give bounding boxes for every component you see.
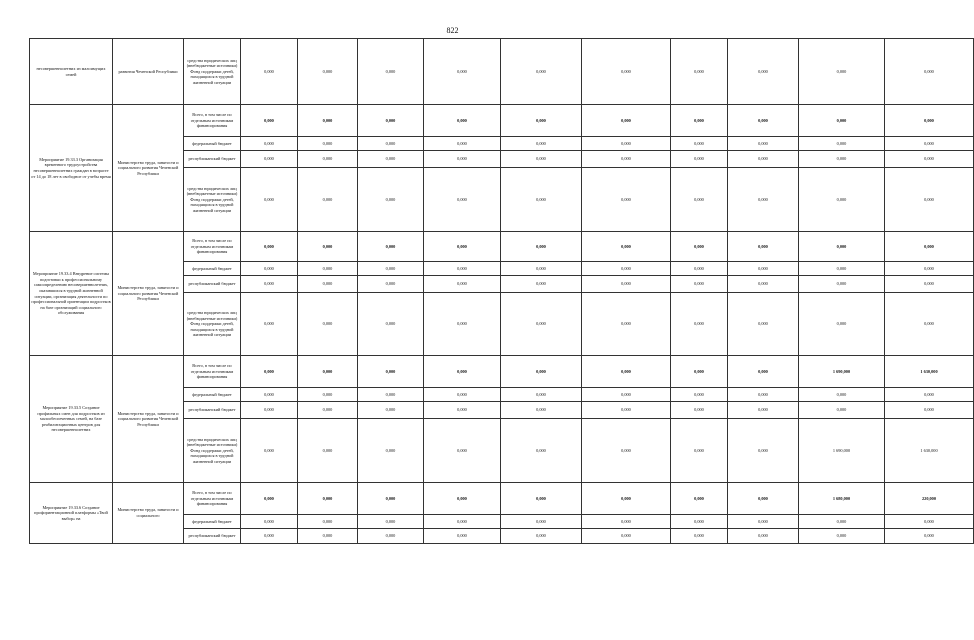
value-cell: 0,000 — [501, 168, 582, 232]
value-cell: 0,000 — [582, 39, 671, 105]
value-cell: 0,000 — [501, 293, 582, 356]
value-cell: 0,000 — [424, 262, 501, 276]
value-cell: 0,000 — [671, 105, 728, 137]
value-cell: 0,000 — [501, 151, 582, 168]
value-cell: 0,000 — [671, 168, 728, 232]
measure-cell: Мероприятие 19.33.5 Создание профильных смен для подростков из малообеспеченных семей, на базе реабилитационных центров для несовершеннолетних — [30, 356, 113, 483]
funding-source-cell: федеральный бюджет — [184, 515, 241, 529]
value-cell: 0,000 — [298, 388, 358, 402]
value-cell: 0,000 — [424, 39, 501, 105]
budget-table — [29, 38, 974, 544]
value-cell: 0,000 — [358, 39, 424, 105]
value-cell: 0,000 — [358, 168, 424, 232]
value-cell: 0,000 — [799, 151, 885, 168]
value-cell: 0,000 — [501, 483, 582, 515]
value-cell: 0,000 — [799, 39, 885, 105]
value-cell: 0,000 — [582, 293, 671, 356]
value-cell: 0,000 — [671, 262, 728, 276]
executor-cell: Министерство труда, занятости и социального развития Чеченской Республики — [113, 105, 184, 232]
value-cell: 0,000 — [728, 356, 799, 388]
executor-cell: Министерство труда, занятости и социального развития Чеченской Республики — [113, 356, 184, 483]
value-cell: 0,000 — [424, 105, 501, 137]
value-cell: 0,000 — [298, 232, 358, 262]
value-cell: 0,000 — [728, 39, 799, 105]
funding-source-cell: федеральный бюджет — [184, 388, 241, 402]
value-cell: 1 690,000 — [799, 356, 885, 388]
value-cell: 1 630,000 — [885, 419, 974, 483]
value-cell: 0,000 — [799, 262, 885, 276]
value-cell: 0,000 — [799, 515, 885, 529]
value-cell: 0,000 — [728, 419, 799, 483]
value-cell: 0,000 — [241, 262, 298, 276]
value-cell: 0,000 — [728, 232, 799, 262]
value-cell: 0,000 — [424, 419, 501, 483]
value-cell: 0,000 — [424, 483, 501, 515]
value-cell: 0,000 — [799, 168, 885, 232]
value-cell: 0,000 — [671, 232, 728, 262]
value-cell: 0,000 — [241, 356, 298, 388]
value-cell: 0,000 — [298, 293, 358, 356]
value-cell: 0,000 — [241, 232, 298, 262]
value-cell: 1 680,000 — [799, 483, 885, 515]
value-cell: 0,000 — [799, 137, 885, 151]
value-cell: 0,000 — [728, 388, 799, 402]
value-cell: 1 690,000 — [799, 419, 885, 483]
funding-source-cell: федеральный бюджет — [184, 137, 241, 151]
value-cell: 0,000 — [501, 105, 582, 137]
value-cell: 0,000 — [671, 137, 728, 151]
value-cell: 0,000 — [728, 515, 799, 529]
value-cell: 0,000 — [298, 168, 358, 232]
value-cell: 0,000 — [424, 388, 501, 402]
value-cell: 0,000 — [885, 515, 974, 529]
value-cell: 0,000 — [885, 151, 974, 168]
value-cell: 0,000 — [298, 356, 358, 388]
value-cell: 0,000 — [799, 529, 885, 544]
value-cell: 0,000 — [241, 529, 298, 544]
value-cell: 0,000 — [501, 39, 582, 105]
value-cell: 0,000 — [582, 402, 671, 419]
value-cell: 0,000 — [298, 529, 358, 544]
value-cell: 0,000 — [582, 151, 671, 168]
funding-source-cell: республиканский бюджет — [184, 402, 241, 419]
value-cell: 0,000 — [799, 293, 885, 356]
table-body — [30, 39, 974, 544]
value-cell: 0,000 — [671, 402, 728, 419]
value-cell: 0,000 — [298, 483, 358, 515]
table-row — [30, 39, 974, 105]
value-cell: 0,000 — [671, 388, 728, 402]
value-cell: 0,000 — [671, 276, 728, 293]
value-cell: 0,000 — [241, 515, 298, 529]
value-cell: 0,000 — [424, 529, 501, 544]
value-cell: 0,000 — [885, 529, 974, 544]
value-cell: 0,000 — [501, 356, 582, 388]
value-cell: 0,000 — [501, 419, 582, 483]
value-cell: 0,000 — [298, 402, 358, 419]
value-cell: 0,000 — [671, 483, 728, 515]
value-cell: 0,000 — [582, 105, 671, 137]
value-cell: 0,000 — [358, 515, 424, 529]
measure-cell: несовершеннолетних из малоимущих семей — [30, 39, 113, 105]
funding-source-cell: Всего, в том числе по отдельным источникам финансирования — [184, 483, 241, 515]
funding-source-cell: средства юридических лиц (внебюджетные источники) Фонд поддержки детей, находящихся в трудной жизненной ситуации — [184, 168, 241, 232]
value-cell: 0,000 — [424, 402, 501, 419]
value-cell: 0,000 — [298, 151, 358, 168]
value-cell: 0,000 — [241, 419, 298, 483]
table-row — [30, 105, 974, 137]
table-row — [30, 483, 974, 515]
value-cell: 0,000 — [728, 137, 799, 151]
value-cell: 0,000 — [358, 388, 424, 402]
value-cell: 0,000 — [501, 515, 582, 529]
value-cell: 0,000 — [358, 151, 424, 168]
value-cell: 0,000 — [885, 276, 974, 293]
value-cell: 0,000 — [885, 137, 974, 151]
measure-cell: Мероприятие 19.33.3 Организация временного трудоустройства несовершеннолетних граждан в возрасте от 14 до 18 лет в свободное от учебы время — [30, 105, 113, 232]
value-cell: 0,000 — [501, 262, 582, 276]
value-cell: 0,000 — [671, 293, 728, 356]
value-cell: 0,000 — [241, 151, 298, 168]
value-cell: 0,000 — [671, 356, 728, 388]
funding-source-cell: Всего, в том числе по отдельным источникам финансирования — [184, 105, 241, 137]
value-cell: 0,000 — [582, 483, 671, 515]
executor-cell: Министерство труда, занятости и социального развития Чеченской Республики — [113, 232, 184, 356]
value-cell: 0,000 — [582, 168, 671, 232]
funding-source-cell: республиканский бюджет — [184, 276, 241, 293]
value-cell: 0,000 — [241, 388, 298, 402]
value-cell: 220,000 — [885, 483, 974, 515]
value-cell: 0,000 — [358, 293, 424, 356]
value-cell: 0,000 — [728, 262, 799, 276]
value-cell: 0,000 — [728, 168, 799, 232]
value-cell: 0,000 — [298, 105, 358, 137]
value-cell: 0,000 — [241, 293, 298, 356]
value-cell: 0,000 — [885, 388, 974, 402]
value-cell: 0,000 — [582, 388, 671, 402]
value-cell: 0,000 — [241, 137, 298, 151]
value-cell: 0,000 — [728, 402, 799, 419]
value-cell: 0,000 — [424, 137, 501, 151]
value-cell: 0,000 — [501, 388, 582, 402]
value-cell: 0,000 — [424, 356, 501, 388]
value-cell: 0,000 — [671, 39, 728, 105]
value-cell: 0,000 — [501, 529, 582, 544]
value-cell: 0,000 — [728, 105, 799, 137]
value-cell: 0,000 — [501, 232, 582, 262]
value-cell: 0,000 — [501, 402, 582, 419]
value-cell: 0,000 — [358, 356, 424, 388]
value-cell: 0,000 — [671, 529, 728, 544]
value-cell: 0,000 — [582, 529, 671, 544]
table-row — [30, 232, 974, 262]
value-cell: 0,000 — [501, 137, 582, 151]
value-cell: 0,000 — [799, 276, 885, 293]
value-cell: 0,000 — [728, 276, 799, 293]
value-cell: 0,000 — [298, 137, 358, 151]
value-cell: 0,000 — [728, 151, 799, 168]
value-cell: 0,000 — [358, 137, 424, 151]
value-cell: 1 630,000 — [885, 356, 974, 388]
value-cell: 0,000 — [358, 276, 424, 293]
value-cell: 0,000 — [358, 402, 424, 419]
value-cell: 0,000 — [582, 356, 671, 388]
value-cell: 0,000 — [241, 168, 298, 232]
value-cell: 0,000 — [885, 293, 974, 356]
value-cell: 0,000 — [799, 105, 885, 137]
value-cell: 0,000 — [728, 529, 799, 544]
value-cell: 0,000 — [424, 151, 501, 168]
value-cell: 0,000 — [424, 293, 501, 356]
funding-source-cell: республиканский бюджет — [184, 151, 241, 168]
value-cell: 0,000 — [501, 276, 582, 293]
funding-source-cell: Всего, в том числе по отдельным источникам финансирования — [184, 232, 241, 262]
page-number: 822 — [446, 26, 459, 35]
value-cell: 0,000 — [298, 515, 358, 529]
table-row — [30, 356, 974, 388]
value-cell: 0,000 — [424, 276, 501, 293]
value-cell: 0,000 — [885, 105, 974, 137]
executor-cell: Министерство труда, занятости и социального — [113, 483, 184, 544]
value-cell: 0,000 — [728, 483, 799, 515]
value-cell: 0,000 — [799, 232, 885, 262]
value-cell: 0,000 — [298, 262, 358, 276]
executor-cell: развития Чеченской Республики — [113, 39, 184, 105]
value-cell: 0,000 — [358, 232, 424, 262]
value-cell: 0,000 — [298, 419, 358, 483]
value-cell: 0,000 — [424, 168, 501, 232]
funding-source-cell: средства юридических лиц (внебюджетные источники) Фонд поддержки детей, находящихся в трудной жизненной ситуации — [184, 293, 241, 356]
value-cell: 0,000 — [241, 276, 298, 293]
value-cell: 0,000 — [885, 232, 974, 262]
funding-source-cell: федеральный бюджет — [184, 262, 241, 276]
funding-source-cell: средства юридических лиц (внебюджетные источники) Фонд поддержки детей, находящихся в трудной жизненной ситуации — [184, 39, 241, 105]
value-cell: 0,000 — [358, 483, 424, 515]
value-cell: 0,000 — [582, 262, 671, 276]
funding-source-cell: средства юридических лиц (внебюджетные источники) Фонд поддержки детей, находящихся в трудной жизненной ситуации — [184, 419, 241, 483]
value-cell: 0,000 — [241, 105, 298, 137]
value-cell: 0,000 — [582, 515, 671, 529]
value-cell: 0,000 — [358, 419, 424, 483]
value-cell: 0,000 — [885, 168, 974, 232]
value-cell: 0,000 — [885, 39, 974, 105]
measure-cell: Мероприятие 19.33.6 Создание профориентационной платформы «Твой выбор» на — [30, 483, 113, 544]
value-cell: 0,000 — [582, 137, 671, 151]
value-cell: 0,000 — [799, 388, 885, 402]
value-cell: 0,000 — [358, 529, 424, 544]
value-cell: 0,000 — [241, 39, 298, 105]
value-cell: 0,000 — [298, 39, 358, 105]
value-cell: 0,000 — [241, 483, 298, 515]
value-cell: 0,000 — [885, 262, 974, 276]
measure-cell: Мероприятие 19.33.4 Внедрение системы подготовки к профессиональному самоопределению несовершеннолетних, оказавшихся в трудной жизненной ситуации, организация деятельности по профессиональной ориентации подростков на базе организаций социального обслуживания — [30, 232, 113, 356]
value-cell: 0,000 — [582, 232, 671, 262]
funding-source-cell: Всего, в том числе по отдельным источникам финансирования — [184, 356, 241, 388]
value-cell: 0,000 — [298, 276, 358, 293]
value-cell: 0,000 — [671, 515, 728, 529]
value-cell: 0,000 — [671, 419, 728, 483]
value-cell: 0,000 — [799, 402, 885, 419]
value-cell: 0,000 — [582, 419, 671, 483]
value-cell: 0,000 — [358, 105, 424, 137]
value-cell: 0,000 — [671, 151, 728, 168]
value-cell: 0,000 — [424, 515, 501, 529]
value-cell: 0,000 — [424, 232, 501, 262]
value-cell: 0,000 — [358, 262, 424, 276]
value-cell: 0,000 — [241, 402, 298, 419]
value-cell: 0,000 — [885, 402, 974, 419]
funding-source-cell: республиканский бюджет — [184, 529, 241, 544]
value-cell: 0,000 — [582, 276, 671, 293]
value-cell: 0,000 — [728, 293, 799, 356]
